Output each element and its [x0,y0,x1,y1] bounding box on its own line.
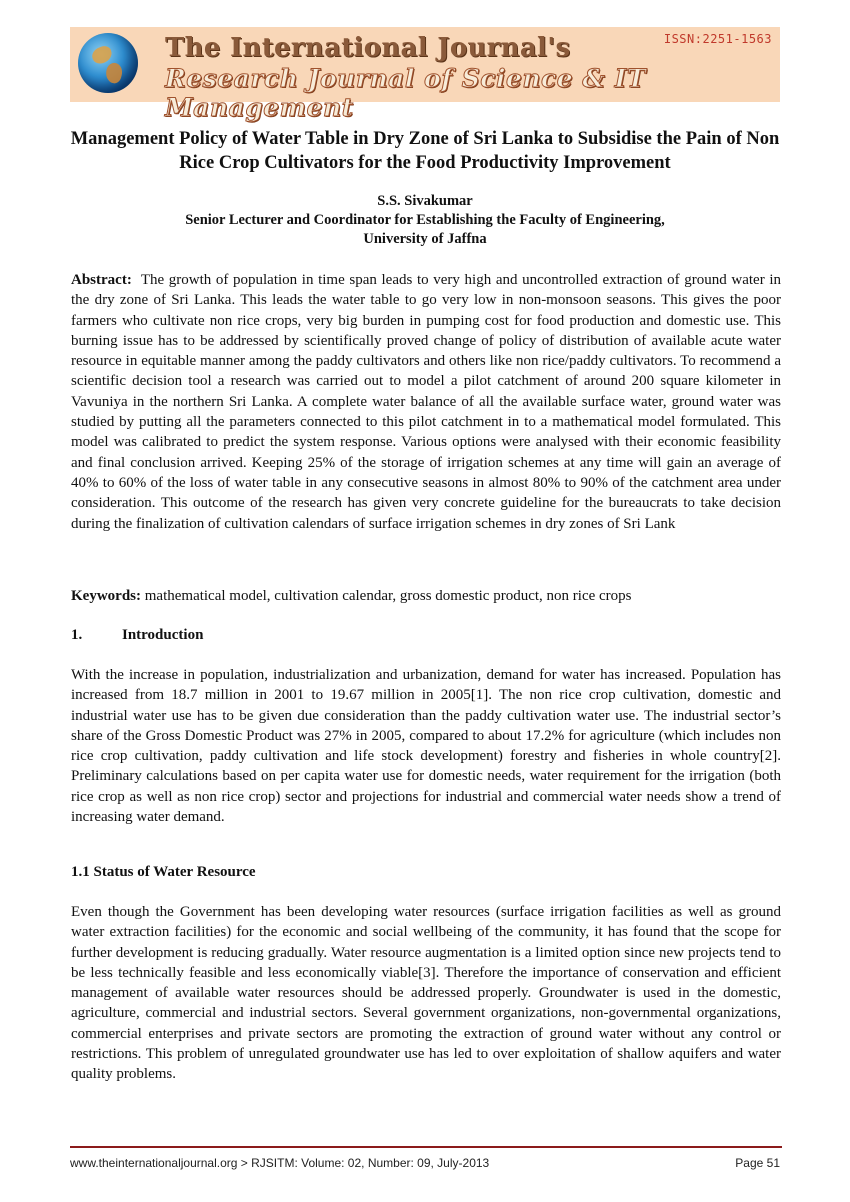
journal-subtitle: Research Journal of Science & IT Management [165,64,646,122]
section-heading-introduction [71,625,203,645]
author-name: S.S. Sivakumar [377,193,473,209]
abstract [71,270,781,534]
issn-label: ISSN:2251-1563 [663,32,772,46]
journal-name: The International Journal's [165,33,571,63]
keywords [71,586,781,606]
keywords-label: Keywords: [71,588,141,604]
footer-citation: www.theinternationaljournal.org > RJSITM: Volume: 02, Number: 09, July-2013 [70,1156,490,1170]
author-block [70,192,780,249]
footer-divider [70,1146,782,1148]
paper-title: Management Policy of Water Table in Dry Zone of Sri Lanka to Subsidise the Pain of Non Rice Crop Cultivators for the Food Productivity Improvement [70,129,780,173]
abstract-label: Abstract: [71,272,132,288]
introduction-paragraph: With the increase in population, industrialization and urbanization, demand for water has increased. Population has increased from 18.7 million in 2001 to 19.67 million in 2005[1]. The non rice crop cultivation, domestic and industrial water use has to be given due consideration than the paddy cultivation water use. The industrial sector’s share of the Gross Domestic Product was 27% in 2005, compared to about 17.2% for agriculture (which includes non rice crop cultivation, paddy cultivation and life stock development) forestry and fisheries in whole country[2]. Preliminary calculations based on per capita water use for domestic needs, water requirement for the irrigation (both rice crop as well as non rice crop) sector and projections for industrial and commercial water needs show a trend of increasing water demand. [71,667,781,826]
section-number: 1. [71,627,83,643]
page-number: Page 51 [735,1156,780,1170]
abstract-text: The growth of population in time span leads to very high and uncontrolled extraction of ground water in the dry zone of Sri Lanka. This leads the water table to go very low in non-monsoon seasons. This gives the poor farmers who cultivate non rice crops, very big burden in pumping cost for food production and domestic use. This burning issue has to be addressed by scientifically proved change of policy of distribution of available acute water resource in equitable manner among the paddy cultivators and others like non rice/paddy cultivators. To recommend a scientific decision tool a research was carried out to model a pilot catchment of around 200 square kilometer in Vavuniya in the northern Sri Lanka. A complete water balance of all the available surface water, ground water was studied by putting all the parameters connected to this pilot catchment in to a mathematical model formulated. This model was calibrated to predict the system response. Various options were analysed with their economic feasibility and final conclusion arrived. Keeping 25% of the storage of irrigation schemes at any time will gain an average of 40% to 60% of the loss of water table in any consecutive seasons in almost 80% to 90% of the catchment area under consideration. This outcome of the research has given very concrete guideline for the bureaucrats to take decision during the finalization of cultivation calendars of surface irrigation schemes in dry zones of Sri Lank [71,272,781,532]
status-paragraph: Even though the Government has been developing water resources (surface irrigation facilities as well as ground water extraction facilities) for the economic and social wellbeing of the community, it has found that the scope for further development is reducing gradually. Water resource augmentation is a limited option since new projects tend to be less technically feasible and less economically viable[3]. Therefore the importance of conservation and efficient management of available water resources should be addressed properly. Groundwater is used in the domestic, agriculture, commercial and industrial sectors. Several government organizations, non-governmental organizations, commercial enterprises and private sectors are promoting the extraction of ground water without any control or restrictions. This problem of unregulated groundwater use has led to over exploitation of shallow aquifers and water quality problems. [71,904,781,1083]
journal-banner [70,27,780,122]
affiliation-line-1: Senior Lecturer and Coordinator for Establishing the Faculty of Engineering, [185,212,665,228]
keywords-text: mathematical model, cultivation calendar, gross domestic product, non rice crops [144,588,632,604]
section-title: Introduction [122,627,204,643]
globe-logo-icon [78,33,138,93]
affiliation-line-2: University of Jaffna [363,231,487,247]
section-heading-status: 1.1 Status of Water Resource [71,864,256,880]
